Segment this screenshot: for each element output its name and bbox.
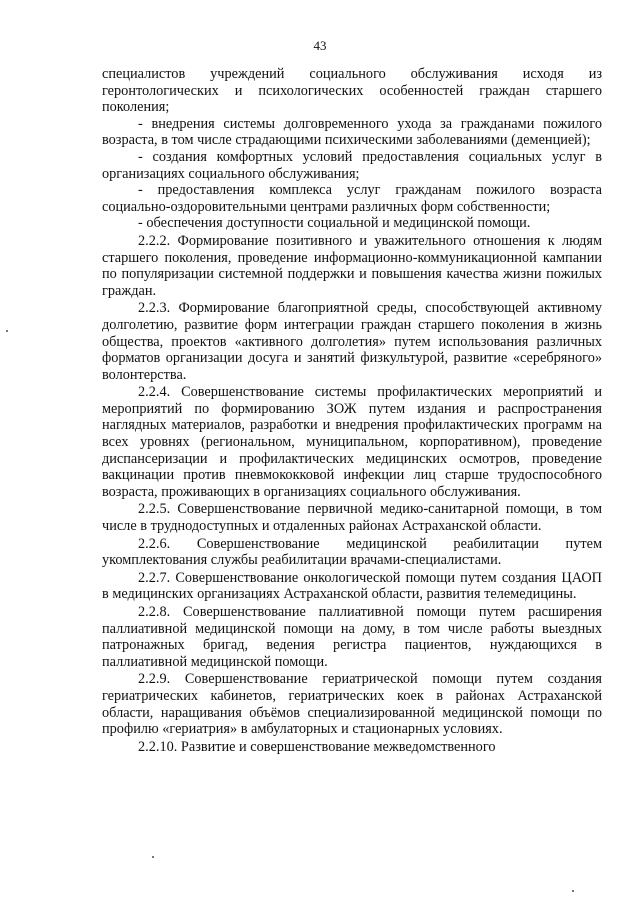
- paragraph: - предоставления комплекса услуг гражданам пожилого возраста социально-оздоровительными центрами различных форм собственности;: [102, 182, 602, 215]
- paragraph: 2.2.8. Совершенствование паллиативной помощи путем расширения паллиативной медицинской помощи на дому, в том числе работы выездных патронажных бригад, ведения регистра пациентов, нуждающихся в паллиативной медицинской помощи.: [102, 604, 602, 670]
- paragraph: 2.2.6. Совершенствование медицинской реабилитации путем укомплектования службы реабилитации врачами-специалистами.: [102, 535, 602, 569]
- paragraph: специалистов учреждений социального обслуживания исходя из геронтологических и психологических особенностей граждан старшего поколения;: [102, 66, 602, 116]
- paragraph: 2.2.2. Формирование позитивного и уважительного отношения к людям старшего поколения, проведение информационно-коммуникационной кампании по популяризации системной поддержки и повышения качества жизни пожилых граждан.: [102, 232, 602, 299]
- scan-speck: [152, 856, 154, 858]
- paragraph: - обеспечения доступности социальной и медицинской помощи.: [138, 215, 531, 232]
- paragraph: 2.2.5. Совершенствование первичной медико-санитарной помощи, в том числе в труднодоступных и отдаленных районах Астраханской области.: [102, 501, 602, 535]
- paragraph: 2.2.4. Совершенствование системы профилактических мероприятий и мероприятий по формированию ЗОЖ путем издания и распространения наглядных материалов, разработки и внедрения профилактических программ на всех уровнях (региональном, муниципальном, корпоративном), проведение диспансеризации и профилактических медицинских осмотров, проведение вакцинации против пневмококковой инфекции лиц старше трудоспособного возраста, проживающих в организациях социального обслуживания.: [102, 384, 602, 500]
- paragraph: - создания комфортных условий предоставления социальных услуг в организациях социального обслуживания;: [102, 148, 602, 182]
- paragraph: - внедрения системы долговременного ухода за гражданами пожилого возраста, в том числе страдающими психическими заболеваниями (деменцией);: [102, 115, 602, 149]
- paragraph: 2.2.9. Совершенствование гериатрической помощи путем создания гериатрических кабинетов, гериатрических коек в районах Астраханской области, наращивания объёмов специализированной медицинской помощи по профилю «гериатрия» в амбулаторных и стационарных условиях.: [102, 671, 602, 738]
- scan-speck: [6, 330, 8, 332]
- document-body: [102, 66, 602, 755]
- scan-speck: [572, 890, 574, 892]
- page-number: 43: [313, 38, 327, 53]
- paragraph: 2.2.7. Совершенствование онкологической помощи путем создания ЦАОП в медицинских организациях Астраханской области, развития телемедицины.: [102, 569, 602, 603]
- paragraph: 2.2.3. Формирование благоприятной среды, способствующей активному долголетию, развитие форм интеграции граждан старшего поколения в жизнь общества, проектов «активного долголетия» путем использования различных форматов организации досуга и занятий физкультурой, развитие «серебряного» волонтерства.: [102, 300, 602, 383]
- paragraph: 2.2.10. Развитие и совершенствование межведомственного: [138, 738, 496, 755]
